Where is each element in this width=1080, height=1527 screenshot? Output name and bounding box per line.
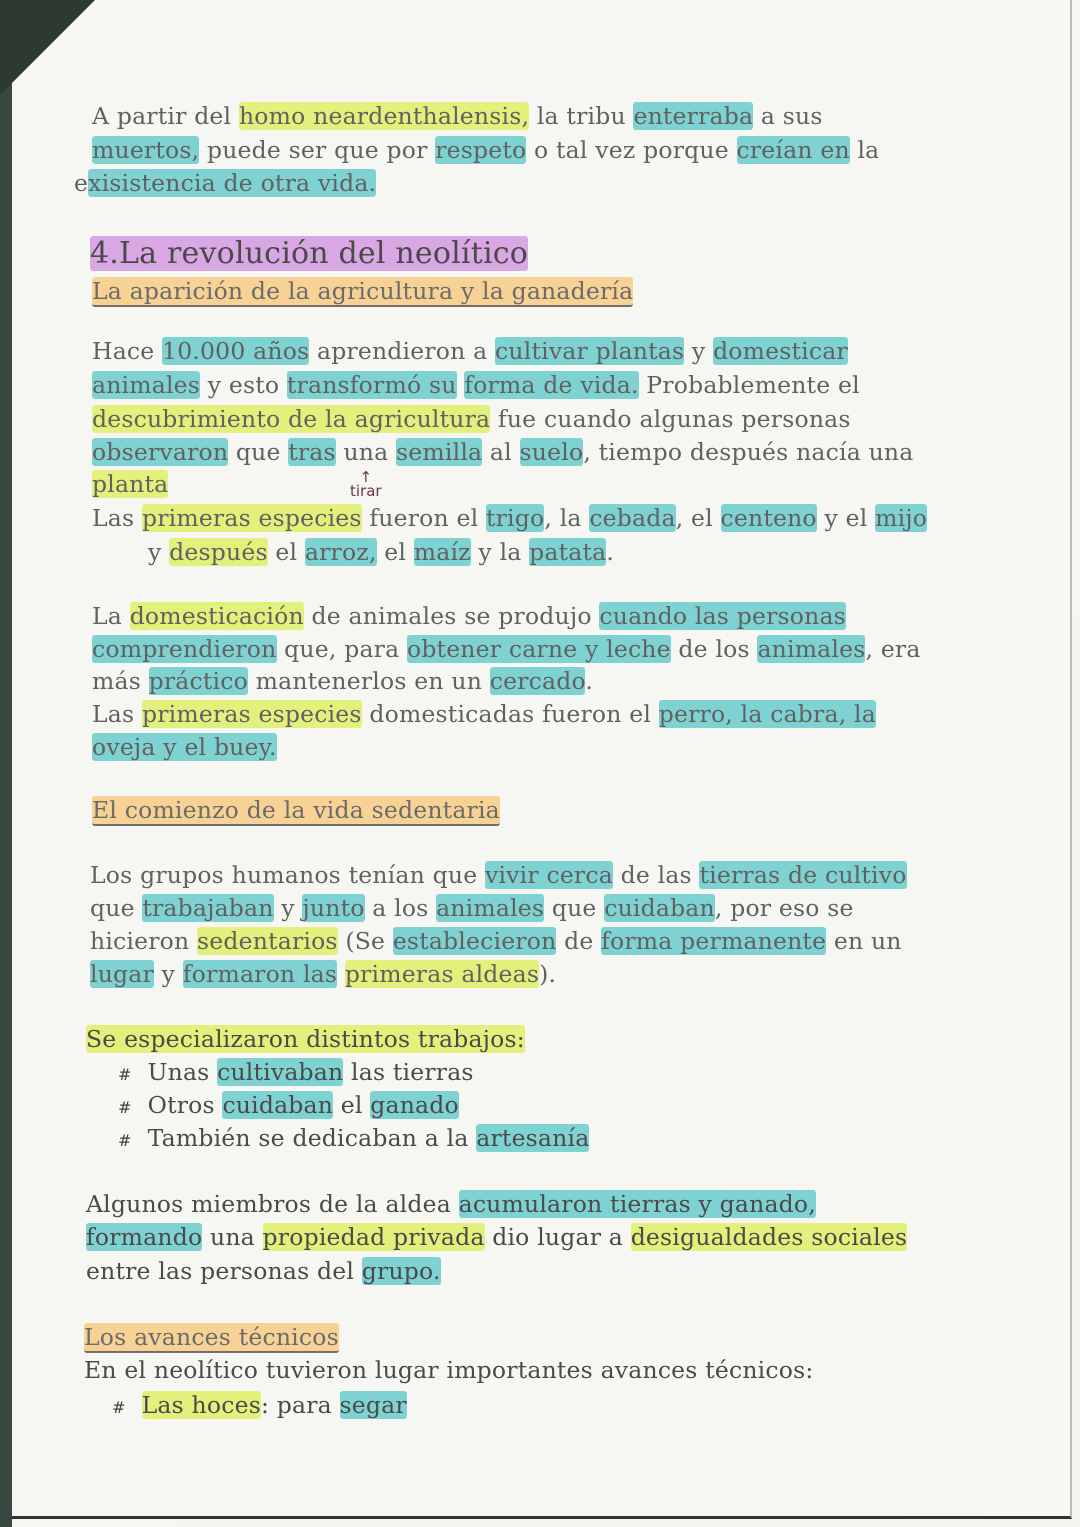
text-span: A partir del [92,102,239,130]
highlighted-text: comprendieron [92,635,277,663]
text-span: , era [865,635,921,663]
section-heading [90,235,528,273]
text-span: el [267,538,305,566]
text-span: puede ser que por [199,136,436,164]
annotation-text: tirar [350,482,382,500]
text-span: el [376,538,414,566]
highlighted-text: El comienzo de la vida sedentaria [92,796,500,824]
text-span: a sus [753,102,823,130]
text-span: Las [92,504,142,532]
highlighted-text: suelo [519,438,584,466]
text-span: de los [670,635,758,663]
highlighted-text: Se especializaron distintos trabajos: [86,1025,525,1053]
highlighted-text: establecieron [392,927,557,955]
highlighted-text: cuando las personas [599,602,846,630]
highlighted-text: segar [339,1391,407,1419]
text-line [92,404,851,434]
highlighted-text: trabajaban [142,894,274,922]
text-span: y esto [200,371,287,399]
text-span: las tierras [343,1058,474,1086]
text-span: y [153,960,183,988]
text-span: y el [816,504,876,532]
highlighted-text: patata [529,538,607,566]
bullet-marker: # [118,1131,132,1150]
text-span: e [74,169,89,197]
text-span: . [606,538,615,566]
arrow-up-icon: ↑ [359,468,373,486]
text-line [86,1256,441,1286]
highlighted-text: trigo [485,504,545,532]
text-line [92,666,593,696]
text-span: Algunos miembros de la aldea [86,1190,459,1218]
text-span: de las [612,861,700,889]
subsection-title [84,1322,339,1352]
highlighted-text: La aparición de la agricultura y la ganadería [92,277,634,305]
highlighted-text: después [169,538,268,566]
text-line [90,860,907,890]
text-line [92,469,168,499]
highlighted-text: animales [757,635,866,663]
highlighted-text: vivir cerca [484,861,613,889]
text-span: , la [544,504,590,532]
bullet-marker: # [118,1098,132,1117]
highlighted-text: planta [92,470,169,498]
highlighted-text: respeto [435,136,527,164]
highlighted-text: creían en [736,136,850,164]
text-span: Los grupos humanos tenían que [90,861,485,889]
highlighted-text: oveja y el buey. [92,733,277,761]
text-span: Las [92,700,142,728]
bullet-marker: # [112,1398,126,1417]
highlighted-text: práctico [148,667,248,695]
bullet-item [118,1090,459,1123]
text-span: aprendieron a [309,337,496,365]
highlighted-text: cuidaban [604,894,715,922]
text-line [92,699,876,729]
text-span: , por eso se [714,894,854,922]
text-span: ). [539,960,557,988]
highlighted-text: primeras aldeas [344,960,540,988]
text-line [74,168,376,198]
highlighted-text: formaron las [182,960,338,988]
text-span: al [482,438,520,466]
text-span: y [273,894,303,922]
highlighted-text: descubrimiento de la agricultura [92,405,491,433]
text-span: , tiempo después nacía una [583,438,914,466]
page-edge-shadow [0,0,12,1527]
highlighted-text: muertos, [92,136,200,164]
highlighted-text: domesticación [129,602,304,630]
text-span: a los [364,894,437,922]
text-line [90,893,854,923]
highlighted-text: semilla [396,438,483,466]
text-span: Otros [147,1091,223,1119]
highlighted-text: animales [436,894,545,922]
text-span [337,960,345,988]
text-span: hicieron [90,927,198,955]
highlighted-text: homo neardenthalensis, [238,102,530,130]
highlighted-text: centeno [720,504,817,532]
text-line [92,135,879,165]
text-span: en un [826,927,902,955]
text-line [92,336,848,366]
highlighted-text: cuidaban [222,1091,334,1119]
text-span: la [849,136,880,164]
highlighted-text: forma permanente [601,927,827,955]
bullet-item [112,1390,407,1423]
text-line [84,1355,813,1385]
highlighted-text: animales [92,371,201,399]
highlighted-text: observaron [92,438,229,466]
highlighted-text: enterraba [633,102,754,130]
text-span: que [90,894,143,922]
highlighted-text: forma de vida. [464,371,639,399]
highlighted-text: mijo [875,504,928,532]
highlighted-text: cercado [489,667,586,695]
text-span: Unas [147,1058,218,1086]
bullet-item [118,1057,474,1090]
highlighted-text: 10.000 años [162,337,310,365]
highlighted-text: lugar [90,960,154,988]
text-span: domesticadas fueron el [361,700,659,728]
highlighted-text: junto [302,894,365,922]
highlighted-text: domesticar [713,337,848,365]
text-span: de [556,927,602,955]
highlighted-text: primeras especies [141,504,362,532]
text-line [90,926,902,956]
text-span: , el [675,504,721,532]
text-span: Hace [92,337,163,365]
highlighted-text: propiedad privada [262,1223,485,1251]
highlighted-text: grupo. [361,1257,441,1285]
text-span: que, para [276,635,407,663]
highlighted-text: 4.La revolución del neolítico [90,236,529,271]
text-span: y la [470,538,530,566]
highlighted-text: Las hoces [141,1391,261,1419]
text-span: la tribu [529,102,634,130]
text-line [92,601,846,631]
text-line [92,437,913,467]
highlighted-text: cultivar plantas [495,337,685,365]
text-line [92,732,277,762]
text-span: La [92,602,130,630]
text-line [86,1189,816,1219]
highlighted-text: arroz, [304,538,377,566]
text-span: También se dedicaban a la [147,1124,477,1152]
text-span: mantenerlos en un [247,667,490,695]
text-span: : para [260,1391,340,1419]
text-span: En el neolítico tuvieron lugar importantes avances técnicos: [84,1356,814,1384]
text-line [86,1024,525,1054]
text-line [86,1222,907,1252]
text-span: una [202,1223,263,1251]
text-span: o tal vez porque [526,136,737,164]
text-span: fueron el [361,504,486,532]
highlighted-text: Los avances técnicos [84,1323,339,1351]
highlighted-text: ganado [370,1091,459,1119]
text-span: que [544,894,605,922]
highlighted-text: obtener carne y leche [406,635,671,663]
highlighted-text: acumularon tierras y ganado, [458,1190,816,1218]
text-line [92,634,921,664]
text-span: . [585,667,594,695]
highlighted-text: xisistencia de otra vida. [88,169,377,197]
text-line [148,537,614,567]
text-span: más [92,667,149,695]
text-span: el [333,1091,371,1119]
highlighted-text: cebada [589,504,676,532]
handwritten-annotation [350,470,382,498]
highlighted-text: tierras de cultivo [699,861,907,889]
highlighted-text: primeras especies [141,700,362,728]
text-span: de animales se produjo [303,602,600,630]
highlighted-text: perro, la cabra, la [658,700,876,728]
highlighted-text: maíz [413,538,471,566]
text-span: y [684,337,714,365]
highlighted-text: cultivaban [217,1058,344,1086]
subsection-title [92,795,500,825]
text-span: una [335,438,397,466]
bullet-item [118,1123,589,1156]
text-line [90,959,556,989]
text-span: Probablemente el [638,371,860,399]
subsection-title [92,276,633,306]
text-span: dio lugar a [484,1223,631,1251]
text-span: que [228,438,289,466]
text-span: (Se [337,927,393,955]
highlighted-text: artesanía [476,1124,590,1152]
page-corner-fold [0,0,95,95]
bullet-marker: # [118,1065,132,1084]
text-span: entre las personas del [86,1257,362,1285]
text-span: y [148,538,170,566]
text-line [92,101,823,131]
notebook-page [12,0,1072,1519]
highlighted-text: sedentarios [197,927,338,955]
highlighted-text: transformó su [286,371,457,399]
text-span: fue cuando algunas personas [490,405,851,433]
text-line [92,503,927,533]
text-line [92,370,860,400]
highlighted-text: desigualdades sociales [630,1223,908,1251]
highlighted-text: tras [288,438,336,466]
highlighted-text: formando [86,1223,203,1251]
